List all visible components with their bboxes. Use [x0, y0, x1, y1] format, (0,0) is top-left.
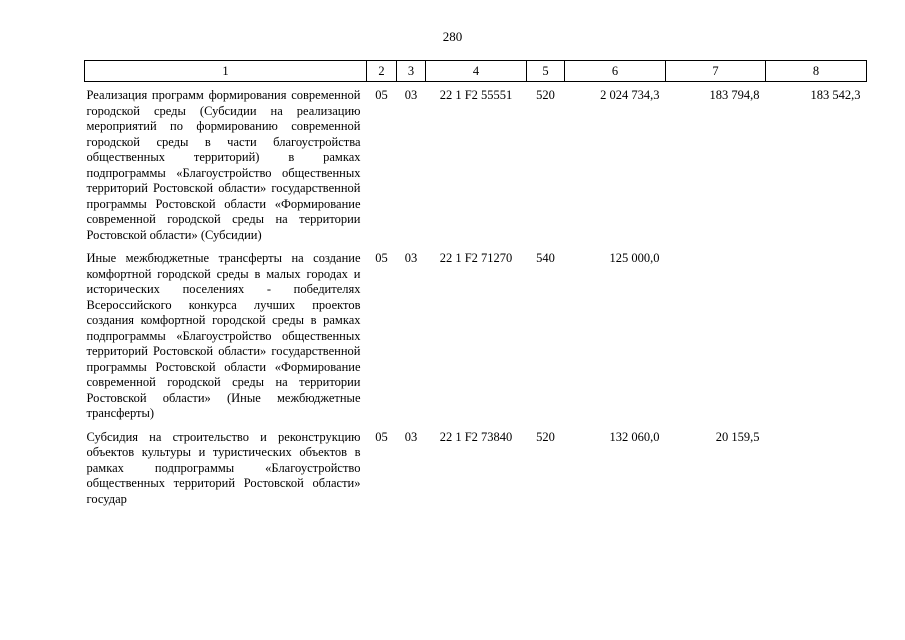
row-target-article-code: 22 1 F2 73840 — [439, 429, 513, 444]
row-description: Субсидия на строительство и реконструкцию объектов культуры и туристических объектов в рамках подпрограммы «Благоустройство общественных территорий Ростовской области» государ — [86, 429, 361, 506]
table-row — [85, 428, 867, 514]
row-description: Реализация программ формирования современной городской среды (Субсидии на реализацию мероприятий по формированию современной городской среды в части благоустройства общественных территорий) в рамках подпрограммы «Благоустройство общественных территорий Ростовской области» государственной программы Ростовской области «Формирование современной городской среды на территории Ростовской области» (Субсидии) — [86, 88, 361, 242]
row-section-code: 05 — [375, 251, 388, 265]
header-col-4: 4 — [426, 61, 527, 82]
header-col-2: 2 — [367, 61, 397, 82]
row-amount-col-7: 20 159,5 — [715, 429, 760, 444]
row-amount-col-8 — [766, 428, 867, 514]
header-col-3: 3 — [397, 61, 426, 82]
header-col-7: 7 — [666, 61, 766, 82]
row-expense-type-code: 520 — [536, 88, 555, 102]
table-row — [85, 249, 867, 428]
row-subsection-code: 03 — [404, 88, 418, 102]
row-expense-type-code: 520 — [536, 429, 555, 444]
row-amount-col-6: 125 000,0 — [609, 251, 660, 265]
row-amount-col-6: 2 024 734,3 — [600, 88, 660, 102]
row-amount-col-7: 183 794,8 — [709, 88, 760, 102]
row-amount-col-6: 132 060,0 — [609, 429, 660, 444]
row-subsection-code: 03 — [404, 429, 418, 444]
row-target-article-code: 22 1 F2 71270 — [439, 251, 513, 265]
page-number: 280 — [442, 29, 463, 44]
row-amount-col-8 — [766, 249, 867, 428]
header-col-6: 6 — [565, 61, 666, 82]
row-amount-col-7 — [666, 249, 766, 428]
header-col-8: 8 — [766, 61, 867, 82]
row-subsection-code: 03 — [404, 251, 418, 265]
row-section-code: 05 — [375, 88, 388, 102]
row-amount-col-8: 183 542,3 — [810, 88, 861, 102]
table-row — [85, 82, 867, 250]
row-target-article-code: 22 1 F2 55551 — [439, 88, 513, 102]
row-expense-type-code: 540 — [536, 251, 555, 265]
row-description: Иные межбюджетные трансферты на создание комфортной городской среды в малых городах и исторических поселениях - победителях Всероссийского конкурса лучших проектов создания комфортной городской среды в рамках подпрограммы «Благоустройство общественных территорий Ростовской области» государственной программы Ростовской области «Формирование современной городской среды на территории Ростовской области» (Иные межбюджетные трансферты) — [86, 251, 361, 420]
row-section-code: 05 — [375, 429, 388, 444]
header-col-1: 1 — [85, 61, 367, 82]
table-header-row — [85, 61, 867, 82]
budget-table — [84, 60, 867, 513]
header-col-5: 5 — [527, 61, 565, 82]
